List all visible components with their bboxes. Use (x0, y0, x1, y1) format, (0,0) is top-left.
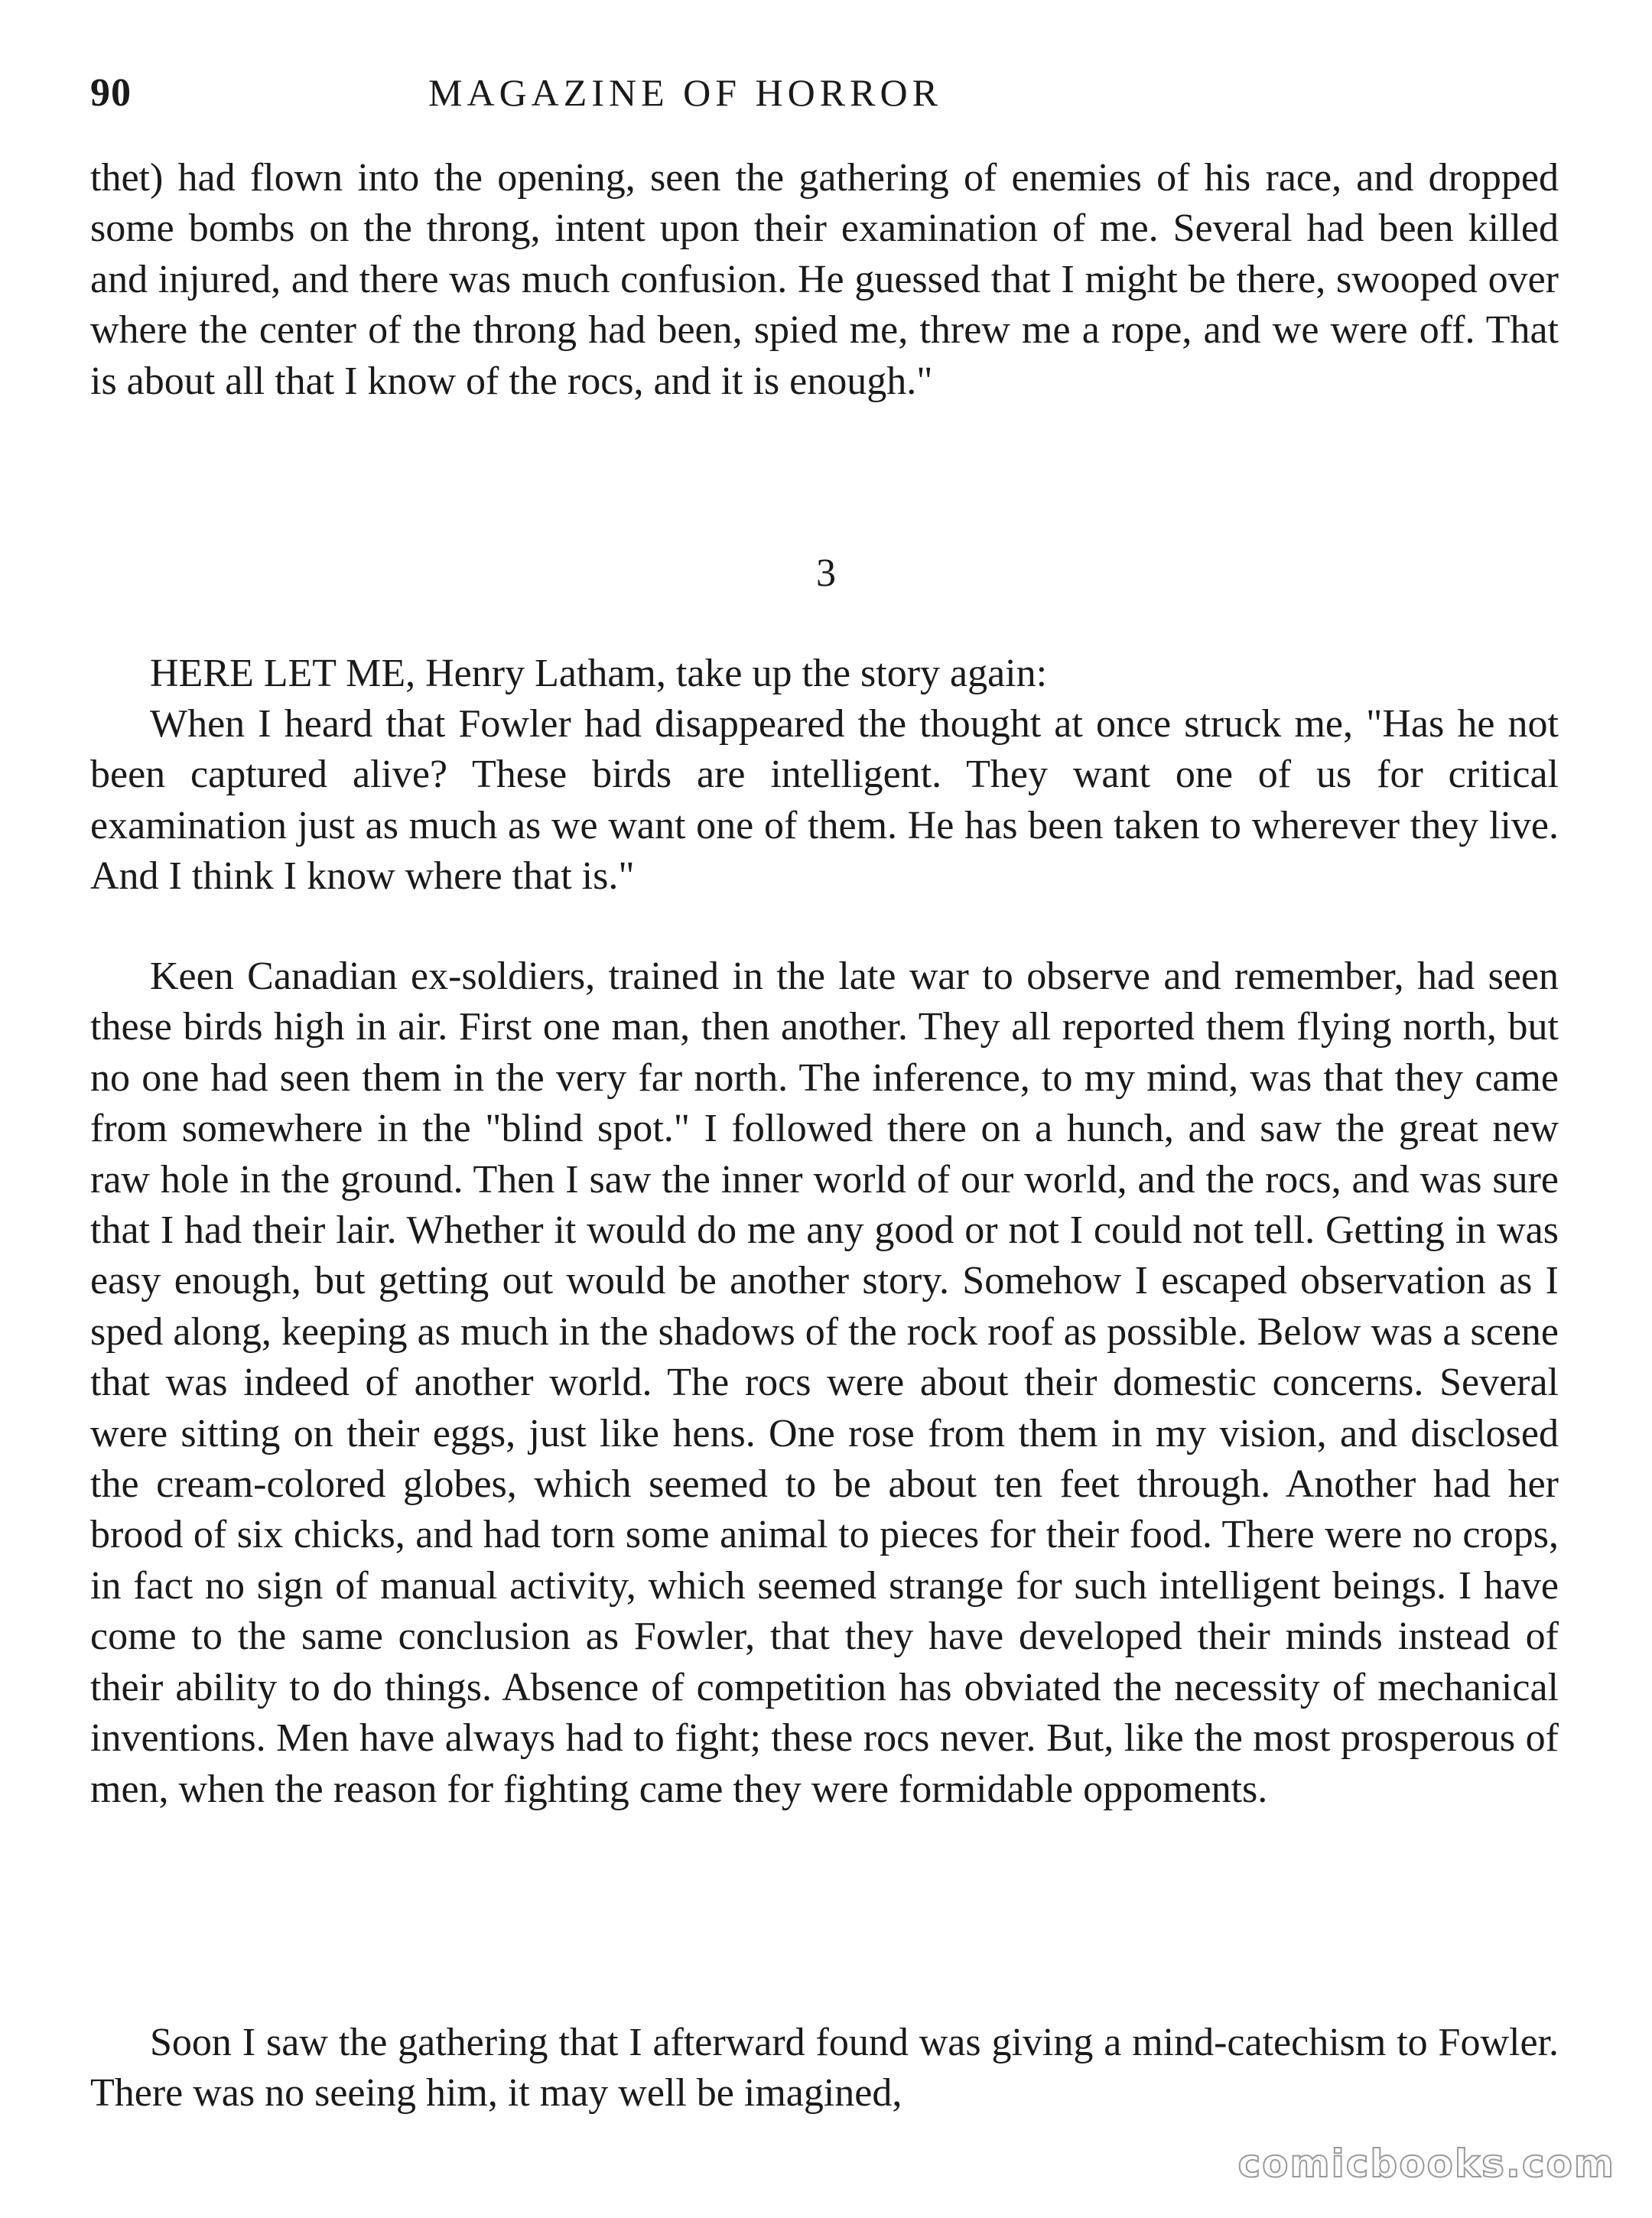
paragraph-mind-catechism: Soon I saw the gathering that I afterward found was giving a mind-catechism to Fowler. There was no seeing him, it may well be imagined, (90, 2021, 1559, 2116)
paragraph-canadian-soldiers: Keen Canadian ex-soldiers, trained in the late war to observe and remember, had seen these birds high in air. First one man, then another. They all reported them flying north, but no one had seen them in the very far north. The inference, to my mind, was that they came from somewhere in the "blind spot." I followed there on a hunch, and saw the great new raw hole in the ground. Then I saw the inner world of our world, and the rocs, and was sure that I had their lair. Whether it would do me any good or not I could not tell. Getting in was easy enough, but getting out would be another story. Somehow I escaped observation as I sped along, keeping as much in the shadows of the rock roof as possible. Below was a scene that was indeed of another world. The rocs were about their domestic concerns. Several were sitting on their eggs, just like hens. One rose from them in my vision, and disclosed the cream-colored globes, which seemed to be about ten feet through. Another had her brood of six chicks, and had torn some animal to pieces for their food. There were no crops, in fact no sign of manual activity, which seemed strange for such intelligent beings. I have come to the same conclusion as Fowler, that they have developed their minds instead of their ability to do things. Absence of competition has obviated the necessity of mechanical inventions. Men have always had to fight; these rocs never. But, like the most prosperous of men, when the reason for fighting came they were formidable oppoments. (90, 955, 1559, 1811)
watermark-logo: comicbooks.com (1237, 2142, 1615, 2186)
paragraph-fowler-disappeared: When I heard that Fowler had disappeared the thought at once struck me, "Has he not been captured alive? These birds are intelligent. They want one of us for critical examination just as much as we want one of them. He has been taken to wherever they live. And I think I know where that is." (90, 702, 1559, 899)
section-number: 3 (816, 551, 836, 595)
page-header (90, 70, 1543, 132)
running-title: MAGAZINE OF HORROR (428, 71, 942, 114)
page-number: 90 (90, 71, 132, 115)
paragraph-continued: thet) had flown into the opening, seen the gathering of enemies of his race, and dropped some bombs on the throng, intent upon their examination of me. Several had been killed and injured, and there was much confusion. He guessed that I might be there, swooped over where the center of the throng had been, spied me, threw me a rope, and we were off. That is about all that I know of the rocs, and it is enough." (90, 156, 1559, 403)
paragraph-section-opening: HERE LET ME, Henry Latham, take up the story again: (150, 652, 1048, 695)
